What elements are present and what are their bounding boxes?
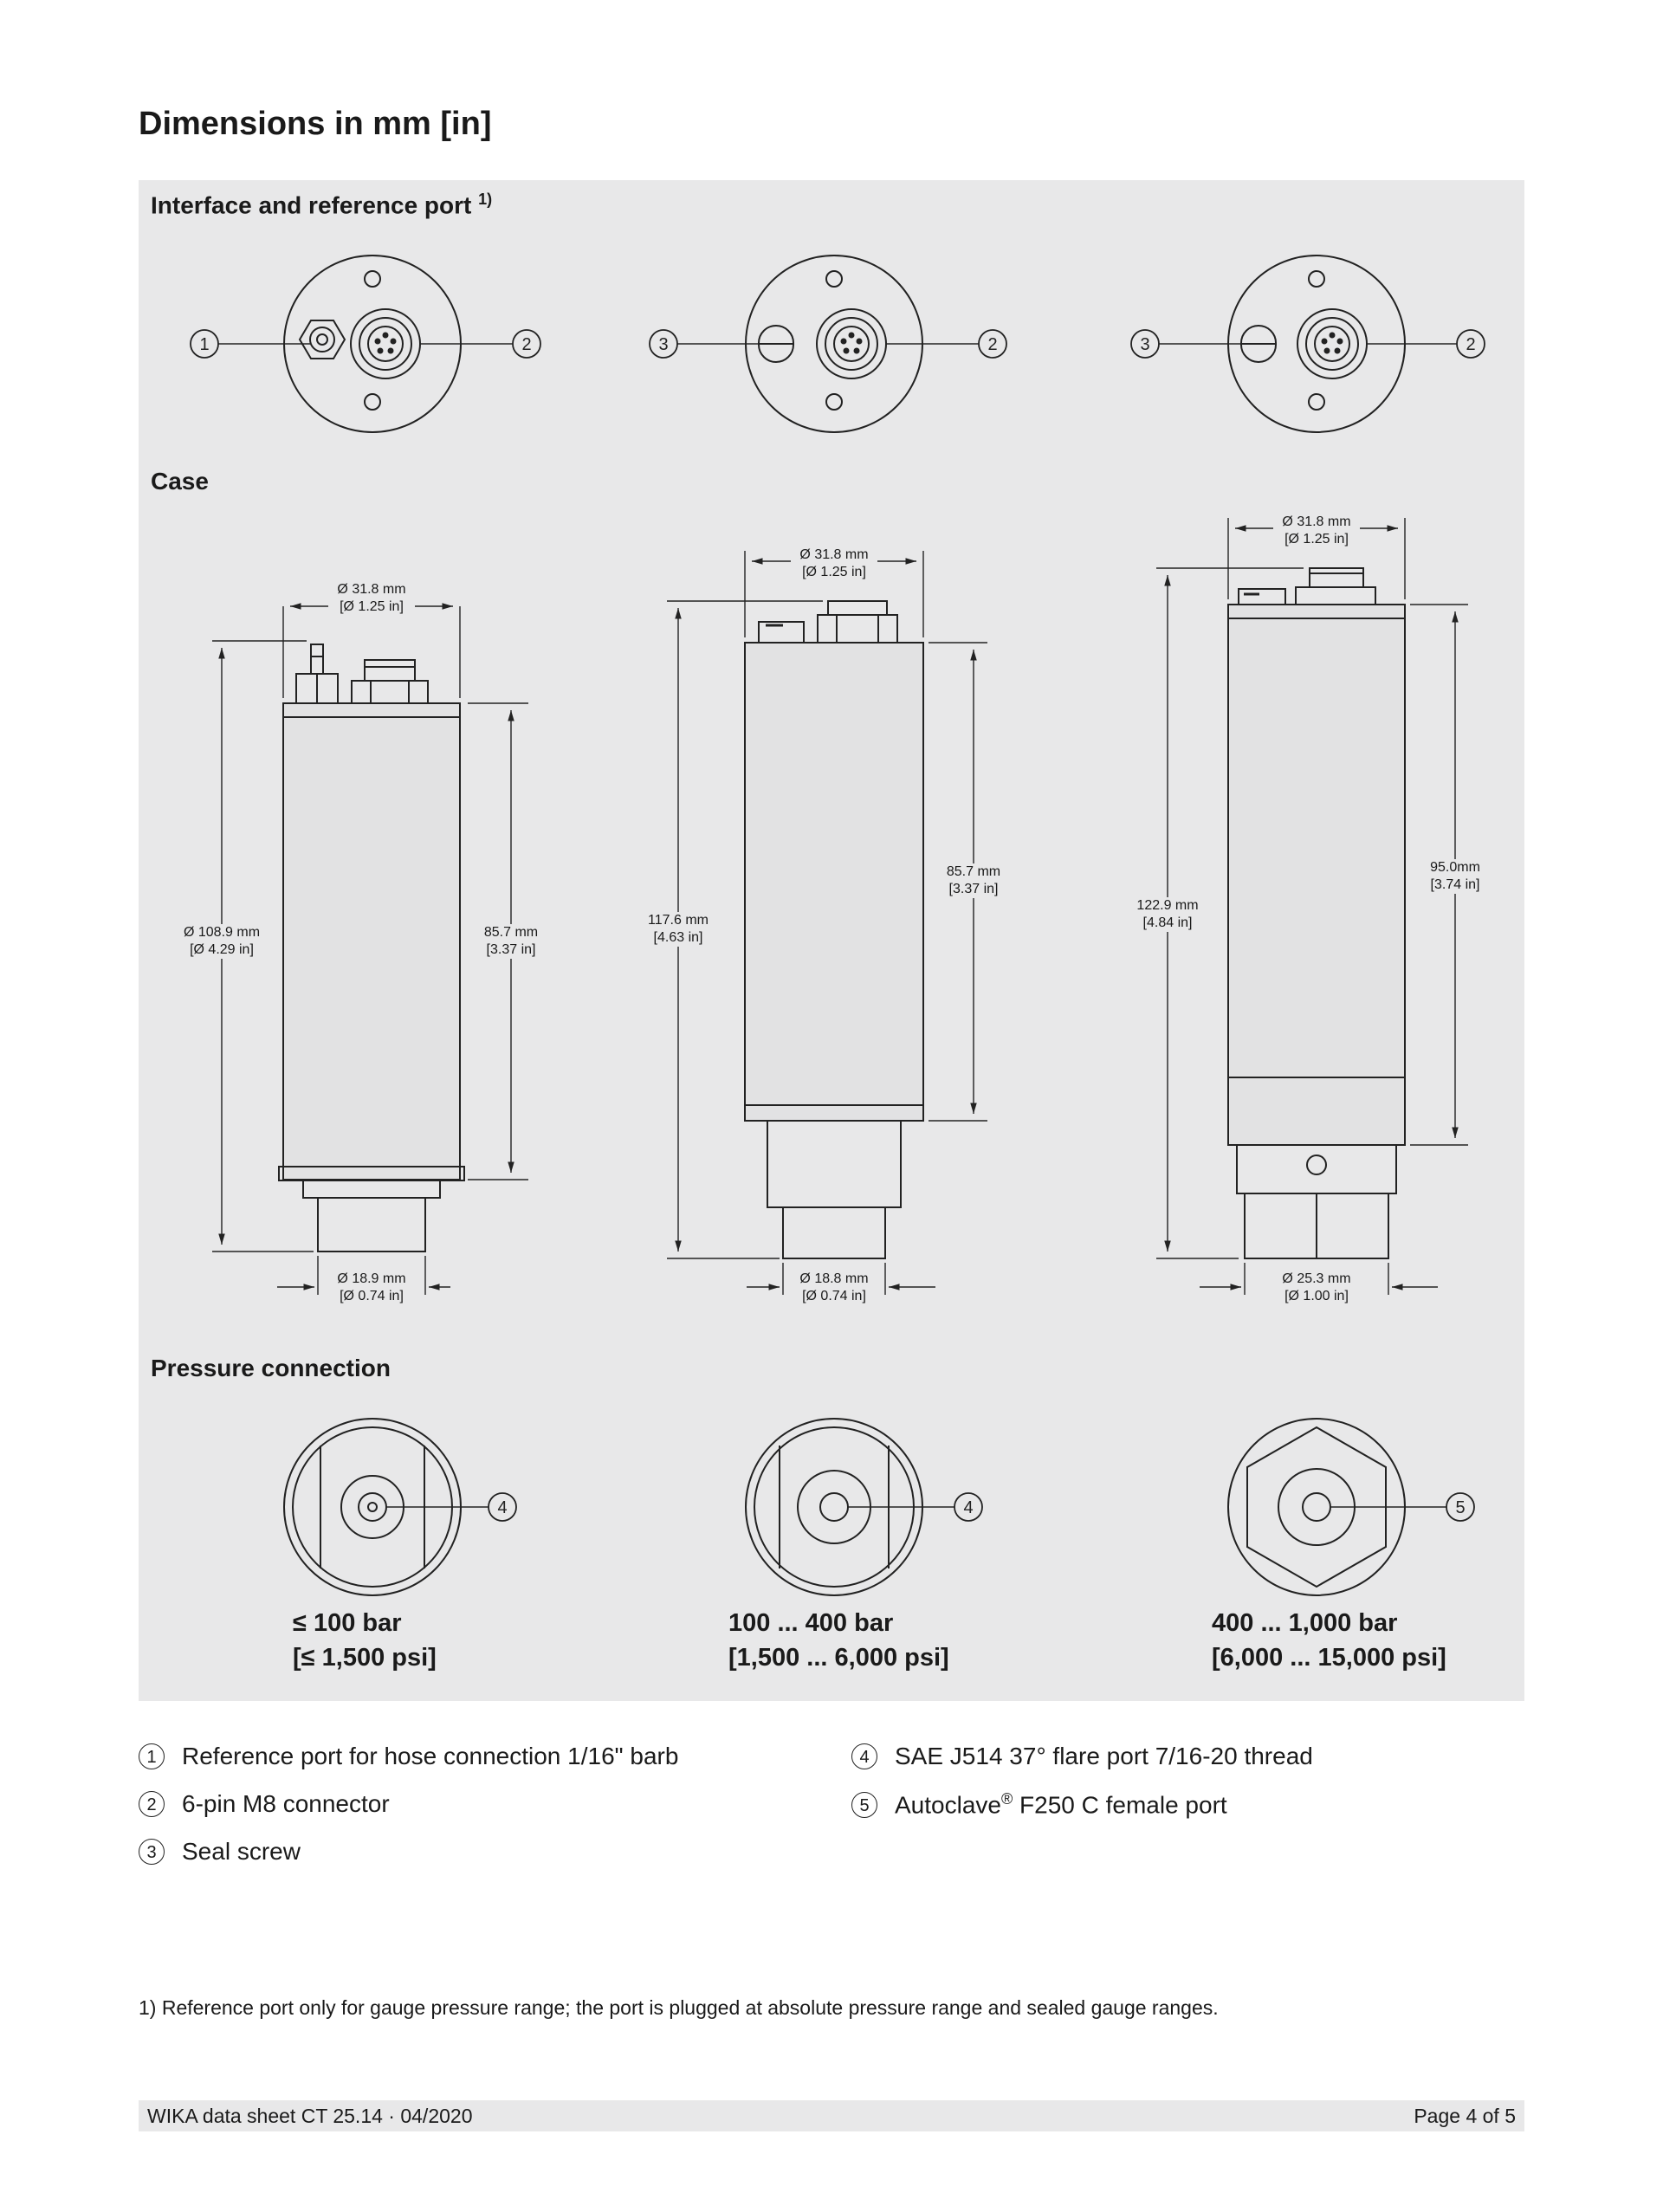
legend-number: 5: [851, 1792, 877, 1818]
legend-text: Autoclave® F250 C female port: [895, 1790, 1227, 1819]
dim-label-c2-bottom: Ø 18.8 mm [Ø 0.74 in]: [799, 1271, 869, 1303]
case-drawing-2: [745, 601, 923, 1258]
legend-number: 1: [139, 1743, 165, 1769]
legend-text: 6-pin M8 connector: [182, 1790, 390, 1817]
legend-number: 2: [139, 1791, 165, 1817]
dim-label-c1-right: 85.7 mm [3.37 in]: [472, 924, 550, 959]
legend-item-2: [139, 1790, 390, 1818]
legend-text: SAE J514 37° flare port 7/16-20 thread: [895, 1743, 1313, 1769]
legend-text: Reference port for hose connection 1/16" barb: [182, 1743, 679, 1769]
pressure-view-2: [746, 1419, 954, 1595]
legend-number: 3: [139, 1839, 165, 1865]
callout-number: 5: [1455, 1498, 1466, 1517]
section-pressure-title: Pressure connection: [151, 1355, 391, 1381]
footer-datasheet: WIKA data sheet CT 25.14 · 04/2020: [147, 2105, 473, 2127]
interface-view-1: [218, 255, 513, 432]
legend-text: Seal screw: [182, 1838, 301, 1865]
section-interface-title: Interface and reference port $^{1)}$: [151, 191, 493, 219]
page-footer: [139, 2100, 1524, 2131]
dim-label-c2-left: 117.6 mm [4.63 in]: [635, 912, 721, 947]
legend-item-3: [139, 1838, 301, 1866]
callout-number: 2: [1466, 335, 1476, 354]
interface-view-3: [1159, 255, 1457, 432]
dim-label-c3-left: 122.9 mm [4.84 in]: [1124, 897, 1211, 932]
callout-number: 3: [658, 335, 669, 354]
footer-page-number: Page 4 of 5: [1414, 2105, 1516, 2127]
dim-label-c1-top: Ø 31.8 mm [Ø 1.25 in]: [328, 581, 415, 616]
pressure-range-label-3: 400 ... 1,000 bar [6,000 ... 15,000 psi]: [1212, 1609, 1446, 1672]
callout-number: 2: [521, 335, 532, 354]
case-drawing-3: [1228, 568, 1405, 1258]
footnote: 1) Reference port only for gauge pressure range; the port is plugged at absolute pressure range and sealed gauge ranges.: [139, 1996, 1219, 2019]
dim-label-c3-top: Ø 31.8 mm [Ø 1.25 in]: [1273, 514, 1360, 548]
dim-label-c2-top: Ø 31.8 mm [Ø 1.25 in]: [791, 547, 877, 581]
interface-view-2: [677, 255, 979, 432]
section-case-title: Case: [151, 468, 209, 495]
pressure-range-label-2: 100 ... 400 bar [1,500 ... 6,000 psi]: [728, 1609, 949, 1672]
legend-item-5: [851, 1790, 1227, 1819]
dim-label-c2-right: 85.7 mm [3.37 in]: [935, 863, 1013, 898]
case-drawing-1: [279, 644, 464, 1252]
callout-number: 1: [199, 335, 210, 354]
dim-label-c1-left: Ø 108.9 mm [Ø 4.29 in]: [170, 924, 274, 959]
dim-label-c3-right: 95.0mm [3.74 in]: [1419, 859, 1492, 894]
callout-number: 2: [987, 335, 998, 354]
dim-label-c1-bottom: Ø 18.9 mm [Ø 0.74 in]: [337, 1271, 406, 1303]
pressure-view-3: [1228, 1419, 1446, 1595]
legend-number: 4: [851, 1743, 877, 1769]
pressure-range-label-1: ≤ 100 bar [≤ 1,500 psi]: [293, 1609, 437, 1672]
dim-label-c3-bottom: Ø 25.3 mm [Ø 1.00 in]: [1282, 1271, 1351, 1303]
callout-number: 3: [1140, 335, 1150, 354]
pressure-view-1: [284, 1419, 489, 1595]
callout-number: 4: [963, 1498, 974, 1517]
callout-number: 4: [497, 1498, 508, 1517]
legend-item-4: [851, 1743, 1313, 1770]
legend-item-1: [139, 1743, 678, 1770]
page-title: Dimensions in mm [in]: [139, 106, 492, 142]
